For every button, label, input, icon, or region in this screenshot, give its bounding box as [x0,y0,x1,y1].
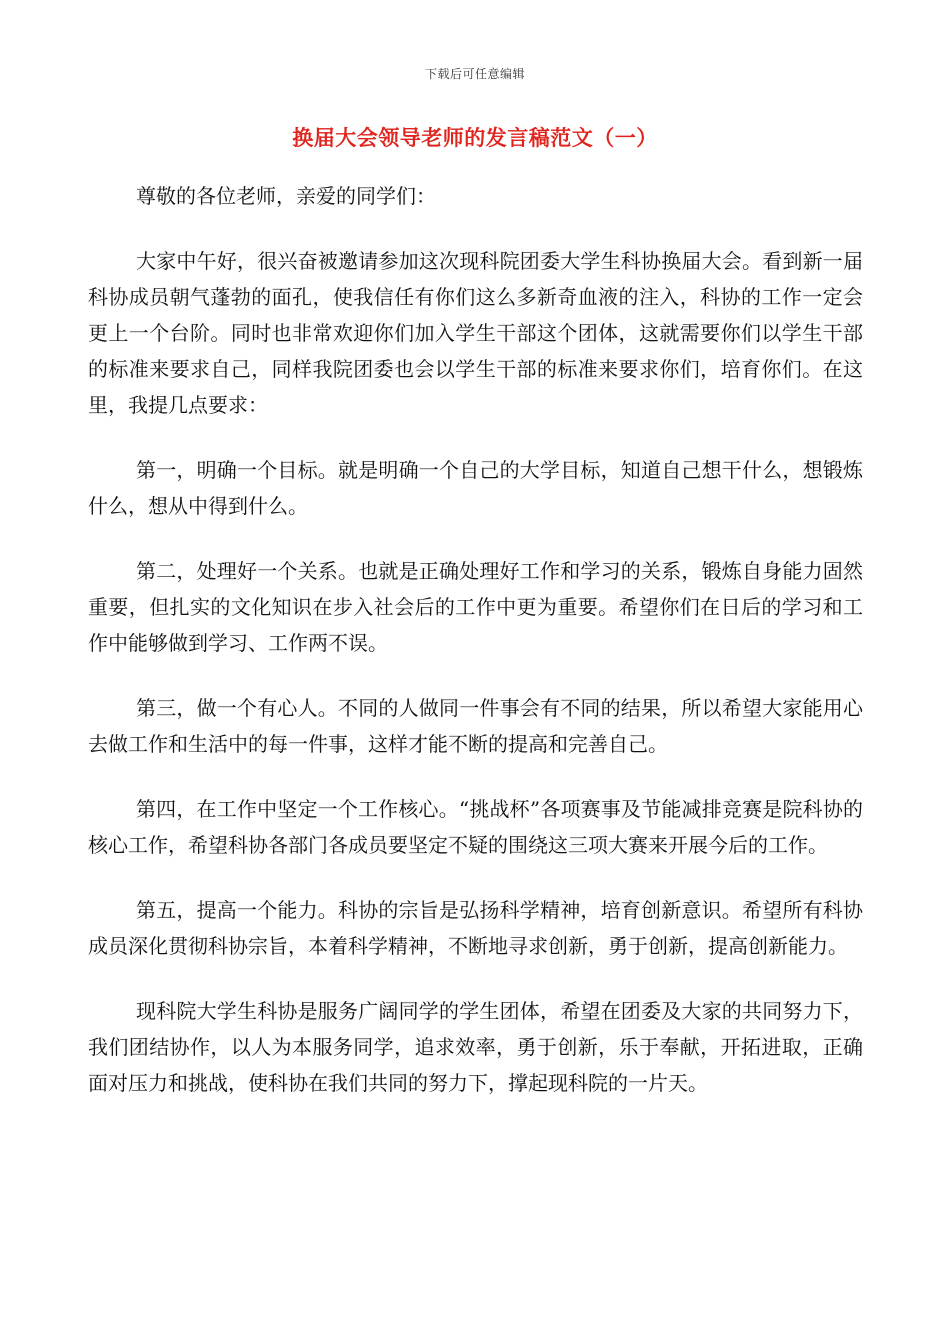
paragraph-intro: 大家中午好，很兴奋被邀请参加这次现科院团委大学生科协换届大会。看到新一届科协成员朝气蓬勃的面孔，使我信任有你们这么多新奇血液的注入，科协的工作一定会更上一个台阶。同时也非常欢迎你们加入学生干部这个团体，这就需要你们以学生干部的标准来要求自己，同样我院团委也会以学生干部的标准来要求你们，培育你们。在这里，我提几点要求： [88,249,863,417]
paragraph-point-1: 第一，明确一个目标。就是明确一个自己的大学目标，知道自己想干什么，想锻炼什么，想从中得到什么。 [88,458,863,518]
paragraph-closing: 现科院大学生科协是服务广阔同学的学生团体，希望在团委及大家的共同努力下，我们团结协作，以人为本服务同学，追求效率，勇于创新，乐于奉献，开拓进取，正确面对压力和挑战，使科协在我们共同的努力下，撑起现科院的一片天。 [88,999,863,1095]
document-body [88,178,863,1130]
paragraph-greeting: 尊敬的各位老师，亲爱的同学们： [136,184,436,208]
header-note: 下载后可任意编辑 [424,67,525,81]
paragraph-point-3: 第三，做一个有心人。不同的人做同一件事会有不同的结果，所以希望大家能用心去做工作和生活中的每一件事，这样才能不断的提高和完善自己。 [88,696,863,756]
paragraph-point-5: 第五，提高一个能力。科协的宗旨是弘扬科学精神，培育创新意识。希望所有科协成员深化贯彻科协宗旨，本着科学精神，不断地寻求创新，勇于创新，提高创新能力。 [88,898,863,958]
paragraph-point-4: 第四，在工作中坚定一个工作核心。“挑战杯”各项赛事及节能减排竞赛是院科协的核心工作，希望科协各部门各成员要坚定不疑的围绕这三项大赛来开展今后的工作。 [88,797,863,857]
document-title: 换届大会领导老师的发言稿范文（一） [292,125,658,150]
paragraph-point-2: 第二，处理好一个关系。也就是正确处理好工作和学习的关系，锻炼自身能力固然重要，但扎实的文化知识在步入社会后的工作中更为重要。希望你们在日后的学习和工作中能够做到学习、工作两不误。 [88,559,863,655]
